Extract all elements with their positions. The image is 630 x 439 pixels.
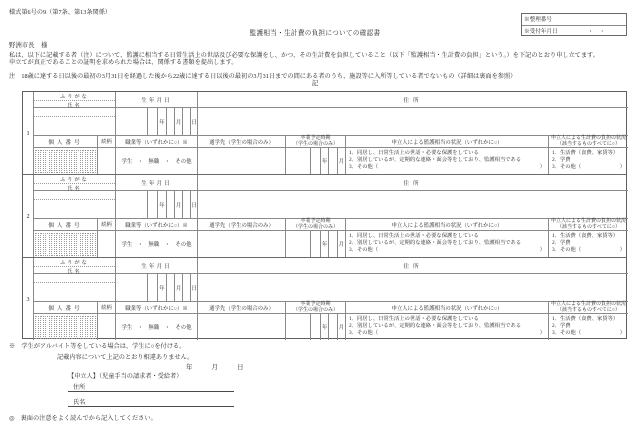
birthdate-header: 生年月日 — [116, 258, 198, 274]
grad-blank-cell[interactable] — [286, 314, 310, 340]
my-number-header: 個人番号 — [34, 302, 98, 314]
my-number-input-cell[interactable] — [34, 314, 98, 340]
year-input-cell[interactable] — [147, 191, 157, 218]
applicant-label: 【申立人】（児童手当の請求者・受給者） — [68, 372, 183, 380]
digit-box[interactable] — [35, 233, 39, 256]
expense-option-3-paren: ） — [619, 247, 625, 254]
year-unit-label: 年 — [157, 108, 165, 135]
occupation-header: 職業等（いずれかに○）※ — [116, 136, 198, 148]
day-input-cell[interactable] — [182, 274, 190, 301]
address-input-cell[interactable] — [198, 108, 628, 136]
expense-option-3-text: 3．その他（ — [552, 164, 582, 171]
grad-month-unit-label: 月 — [337, 231, 345, 257]
digit-box[interactable] — [82, 233, 86, 256]
custody-option-3[interactable] — [349, 247, 545, 254]
expense-header-line2: （該当するものすべてに○） — [557, 224, 620, 230]
expense-option-2[interactable]: 2．学費 — [552, 156, 571, 163]
digit-box[interactable] — [51, 150, 55, 173]
date-separator-dots: ・・ — [587, 28, 611, 35]
school-header: 通学先（学生の場合のみ） — [198, 136, 286, 148]
expense-option-2[interactable]: 2．学費 — [552, 239, 571, 246]
expense-option-3-text: 3．その他（ — [552, 247, 582, 254]
grad-blank-cell[interactable] — [286, 148, 310, 174]
graduation-header-line1: 卒業予定時期 — [300, 301, 331, 307]
name-label-cell — [34, 92, 116, 108]
month-input-cell[interactable] — [166, 191, 174, 218]
digit-box[interactable] — [87, 316, 91, 339]
grad-month-input-cell[interactable] — [328, 231, 336, 257]
school-input-cell[interactable] — [198, 231, 286, 257]
name-input-cell[interactable] — [34, 108, 116, 136]
received-date-label: ※受付年月日 — [524, 28, 558, 35]
digit-box[interactable] — [66, 316, 70, 339]
custody-option-3-text: 3．その他（ — [349, 247, 379, 254]
digit-box[interactable] — [35, 150, 39, 173]
digit-box[interactable] — [40, 316, 44, 339]
expense-header-line2: （該当するものすべてに○） — [557, 141, 620, 147]
relationship-input-cell[interactable] — [98, 148, 116, 174]
row-number: 2 — [23, 175, 34, 257]
digit-box[interactable] — [56, 233, 60, 256]
digit-box[interactable] — [61, 233, 65, 256]
custody-status-header: 申立人による監護相当の状況（いずれかに○） — [346, 302, 549, 314]
digit-box[interactable] — [66, 150, 70, 173]
signature-date-line[interactable]: 年 月 日 — [186, 363, 244, 371]
graduation-header-line2: （学生の場合のみ） — [292, 141, 338, 147]
custody-option-3-paren: ） — [539, 330, 545, 337]
birthdate-header: 生年月日 — [116, 175, 198, 191]
year-unit-label: 年 — [157, 274, 165, 301]
furigana-label: ふりがな — [34, 92, 115, 101]
expense-option-3-paren: ） — [619, 164, 625, 171]
expense-option-1[interactable]: 1．生活費（食費、家賃等） — [552, 149, 619, 156]
grad-month-input-cell[interactable] — [328, 148, 336, 174]
digit-box[interactable] — [76, 316, 80, 339]
custody-option-3[interactable] — [349, 330, 545, 337]
day-input-cell[interactable] — [182, 191, 190, 218]
graduation-header-line1: 卒業予定時期 — [300, 135, 331, 141]
digit-box[interactable] — [87, 150, 91, 173]
custody-status-header: 申立人による監護相当の状況（いずれかに○） — [346, 219, 549, 231]
grad-month-unit-label: 月 — [337, 148, 345, 174]
address-input-cell[interactable] — [198, 191, 628, 219]
furigana-write-line[interactable] — [34, 191, 115, 200]
row-number: 1 — [23, 92, 34, 174]
year-unit-label: 年 — [157, 191, 165, 218]
expense-option-3[interactable] — [552, 330, 625, 337]
applicant-name-label: 氏名 — [73, 398, 86, 406]
name-label: 氏名 — [67, 185, 82, 192]
custody-option-1[interactable]: 1．同居し、日常生活上の世話・必要な保護をしている — [349, 315, 479, 322]
digit-box[interactable] — [76, 150, 80, 173]
graduation-input-cell[interactable] — [286, 148, 346, 174]
digit-box[interactable] — [45, 150, 49, 173]
custody-option-2[interactable]: 2．別居しているが、定期的な連絡・面会等をしており、監護相当である — [349, 322, 522, 329]
digit-box[interactable] — [92, 233, 96, 256]
digit-box[interactable] — [45, 233, 49, 256]
addressee: 野洲市長 様 — [9, 42, 48, 49]
month-unit-label: 月 — [174, 108, 182, 135]
digit-box[interactable] — [71, 316, 75, 339]
expense-options-cell[interactable] — [549, 314, 628, 340]
address-input-cell[interactable] — [198, 274, 628, 302]
relationship-input-cell[interactable] — [98, 231, 116, 257]
digit-box[interactable] — [51, 316, 55, 339]
expense-option-1[interactable]: 1．生活費（食費、家賃等） — [552, 315, 619, 322]
expense-header-line1: 申立人による生計費の負担の状況 — [550, 135, 626, 141]
grad-month-unit-label: 月 — [337, 314, 345, 340]
expense-options-cell[interactable] — [549, 148, 628, 174]
grad-blank-cell[interactable] — [286, 231, 310, 257]
digit-box[interactable] — [40, 233, 44, 256]
graduation-header-line2: （学生の場合のみ） — [292, 224, 338, 230]
form-number: 様式第6号の9（第7条、第13条関係） — [9, 9, 112, 16]
school-input-cell[interactable] — [198, 314, 286, 340]
birthdate-input-cell[interactable] — [116, 191, 198, 219]
furigana-write-line[interactable] — [34, 274, 115, 283]
digit-box[interactable] — [92, 150, 96, 173]
custody-options-cell[interactable] — [346, 314, 549, 340]
digit-box[interactable] — [87, 233, 91, 256]
month-input-cell[interactable] — [166, 108, 174, 135]
expense-option-2[interactable]: 2．学費 — [552, 322, 571, 329]
page-title: 監護相当・生計費の負担についての確認書 — [249, 30, 381, 37]
name-label: 氏名 — [67, 102, 82, 109]
occupation-header: 職業等（いずれかに○）※ — [116, 302, 198, 314]
applicant-name-field[interactable] — [68, 396, 234, 407]
expense-burden-header — [549, 302, 628, 314]
grad-year-unit-label: 年 — [320, 231, 328, 257]
digit-box[interactable] — [71, 150, 75, 173]
student-circle-note: ※ 学生がアルバイト等をしている場合は、学生に○を付ける。 — [9, 343, 186, 350]
dependents-table — [22, 91, 627, 339]
occupation-options[interactable]: 学生 ・ 無職 ・ その他 — [116, 231, 198, 257]
graduation-header-line2: （学生の場合のみ） — [292, 307, 338, 313]
expense-option-3[interactable] — [552, 247, 625, 254]
table-row — [23, 258, 626, 340]
graduation-header-line1: 卒業予定時期 — [300, 218, 331, 224]
expense-option-3-text: 3．その他（ — [552, 330, 582, 337]
expense-burden-header — [549, 219, 628, 231]
custody-option-3-paren: ） — [539, 247, 545, 254]
era-input-cell[interactable] — [116, 108, 147, 135]
custody-option-2[interactable]: 2．別居しているが、定期的な連絡・面会等をしており、監護相当である — [349, 156, 522, 163]
declaration-line-1: 私は、以下に記載する者（注）について、監護に相当する日常生活上の世話及び必要な保護をし、かつ、その生計費を負担していること（以下「監護相当・生計費の負担」という。）を下記のとおり申し立てます。 — [9, 51, 599, 59]
day-unit-label: 日 — [190, 274, 196, 301]
day-unit-label: 日 — [190, 108, 196, 135]
my-number-input-cell[interactable] — [34, 148, 98, 174]
grad-year-input-cell[interactable] — [310, 314, 320, 340]
digit-box[interactable] — [61, 316, 65, 339]
name-label-cell — [34, 258, 116, 274]
birthdate-input-cell[interactable] — [116, 274, 198, 302]
graduation-input-cell[interactable] — [286, 314, 346, 340]
occupation-options[interactable]: 学生 ・ 無職 ・ その他 — [116, 148, 198, 174]
digit-box[interactable] — [82, 150, 86, 173]
relationship-header: 続柄 — [98, 302, 116, 314]
month-unit-label: 月 — [174, 191, 182, 218]
expense-burden-header — [549, 136, 628, 148]
school-header: 通学先（学生の場合のみ） — [198, 219, 286, 231]
school-header: 通学先（学生の場合のみ） — [198, 302, 286, 314]
year-input-cell[interactable] — [147, 108, 157, 135]
digit-box[interactable] — [51, 233, 55, 256]
custody-option-1[interactable]: 1．同居し、日常生活上の世話・必要な保護をしている — [349, 149, 479, 156]
grad-year-unit-label: 年 — [320, 148, 328, 174]
address-header: 住所 — [198, 92, 628, 108]
address-header: 住所 — [198, 258, 628, 274]
relationship-header: 続柄 — [98, 136, 116, 148]
graduation-header — [286, 219, 346, 231]
birthdate-input-cell[interactable] — [116, 108, 198, 136]
ki-marker: 記 — [311, 80, 319, 87]
name-label-cell — [34, 175, 116, 191]
expense-header-line1: 申立人による生計費の負担の状況 — [550, 301, 626, 307]
custody-option-2[interactable]: 2．別居しているが、定期的な連絡・面会等をしており、監護相当である — [349, 239, 522, 246]
custody-options-cell[interactable] — [346, 231, 549, 257]
my-number-header: 個人番号 — [34, 219, 98, 231]
era-input-cell[interactable] — [116, 274, 147, 301]
digit-box[interactable] — [76, 233, 80, 256]
custody-status-header: 申立人による監護相当の状況（いずれかに○） — [346, 136, 549, 148]
name-input-cell[interactable] — [34, 191, 116, 219]
day-unit-label: 日 — [190, 191, 196, 218]
occupation-header: 職業等（いずれかに○）※ — [116, 219, 198, 231]
occupation-options[interactable]: 学生 ・ 無職 ・ その他 — [116, 314, 198, 340]
row-number: 3 — [23, 258, 34, 340]
digit-box[interactable] — [40, 150, 44, 173]
grad-year-input-cell[interactable] — [310, 231, 320, 257]
office-ref-number-row — [522, 14, 626, 26]
expense-options-cell[interactable] — [549, 231, 628, 257]
digit-box[interactable] — [56, 316, 60, 339]
ref-number-label: ※整理番号 — [524, 17, 552, 24]
grad-month-input-cell[interactable] — [328, 314, 336, 340]
school-input-cell[interactable] — [198, 148, 286, 174]
digit-box[interactable] — [66, 233, 70, 256]
confirmation-statement: 記載内容について上記のとおり相違ありません。 — [57, 354, 194, 361]
expense-header-line2: （該当するものすべてに○） — [557, 307, 620, 313]
office-use-box — [521, 13, 627, 36]
graduation-header — [286, 302, 346, 314]
eligibility-note: 注 18歳に達する日以後の最初の3月31日を経過した後から22歳に達する日以後の最初の3月31日までの間にある者のうち、施設等に入所等している者でないもの（詳細は裏面を参照） — [9, 72, 517, 80]
my-number-header: 個人番号 — [34, 136, 98, 148]
custody-options-cell[interactable] — [346, 148, 549, 174]
table-row — [23, 92, 626, 175]
graduation-input-cell[interactable] — [286, 231, 346, 257]
custody-option-3[interactable] — [349, 164, 545, 171]
custody-option-3-text: 3．その他（ — [349, 330, 379, 337]
my-number-input-cell[interactable] — [34, 231, 98, 257]
month-input-cell[interactable] — [166, 274, 174, 301]
day-input-cell[interactable] — [182, 108, 190, 135]
digit-box[interactable] — [35, 316, 39, 339]
custody-option-1[interactable]: 1．同居し、日常生活上の世話・必要な保護をしている — [349, 232, 479, 239]
digit-box[interactable] — [92, 316, 96, 339]
name-label: 氏名 — [67, 268, 82, 275]
table-row — [23, 175, 626, 258]
expense-option-3[interactable] — [552, 164, 625, 171]
grad-year-unit-label: 年 — [320, 314, 328, 340]
address-header: 住所 — [198, 175, 628, 191]
grad-year-input-cell[interactable] — [310, 148, 320, 174]
digit-box[interactable] — [45, 316, 49, 339]
reverse-side-note: ◎ 裏面の注意をよく読んでから記入してください。 — [9, 415, 157, 422]
applicant-address-field[interactable] — [68, 381, 234, 392]
digit-box[interactable] — [56, 150, 60, 173]
custody-option-3-paren: ） — [539, 164, 545, 171]
birthdate-header: 生年月日 — [116, 92, 198, 108]
furigana-write-line[interactable] — [34, 108, 115, 117]
office-date-row — [522, 26, 626, 37]
expense-option-1[interactable]: 1．生活費（食費、家賃等） — [552, 232, 619, 239]
month-unit-label: 月 — [174, 274, 182, 301]
custody-option-3-text: 3．その他（ — [349, 164, 379, 171]
declaration-line-2: 申立てが真正であることの証明を求められた場合は、関係する書類を提出します。 — [9, 59, 238, 66]
digit-box[interactable] — [82, 316, 86, 339]
digit-box[interactable] — [61, 150, 65, 173]
expense-option-3-paren: ） — [619, 330, 625, 337]
digit-box[interactable] — [71, 233, 75, 256]
graduation-header — [286, 136, 346, 148]
furigana-label: ふりがな — [34, 175, 115, 184]
furigana-label: ふりがな — [34, 258, 115, 267]
year-input-cell[interactable] — [147, 274, 157, 301]
relationship-input-cell[interactable] — [98, 314, 116, 340]
name-input-cell[interactable] — [34, 274, 116, 302]
applicant-address-label: 住所 — [73, 384, 86, 391]
expense-header-line1: 申立人による生計費の負担の状況 — [550, 218, 626, 224]
relationship-header: 続柄 — [98, 219, 116, 231]
era-input-cell[interactable] — [116, 191, 147, 218]
